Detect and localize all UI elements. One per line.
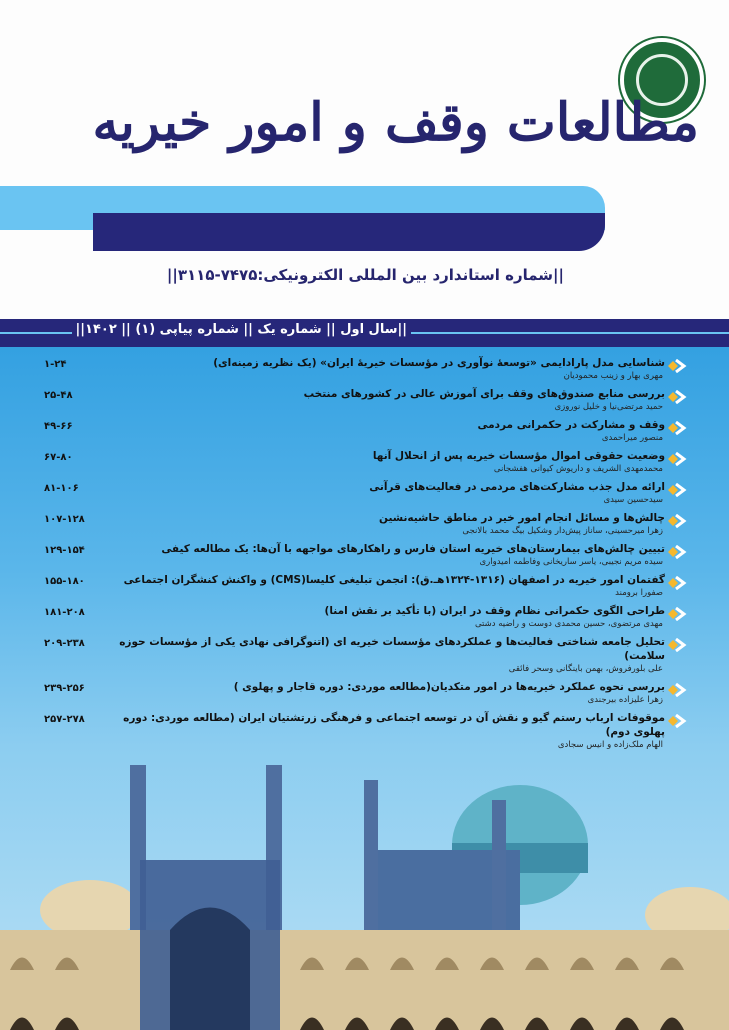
article-authors: سیدحسین سیدی: [603, 495, 663, 505]
article-pages: ۲۰۹-۲۳۸: [44, 638, 85, 649]
article-authors: سیده مریم نجیبی، یاسر ساریخانی وفاطمه امیدواری: [479, 557, 663, 567]
navy-band: [93, 213, 605, 251]
table-of-contents: [0, 356, 729, 756]
toc-entry: [0, 542, 729, 573]
article-title: گفتمان امور خیریه در اصفهان (۱۳۱۶-۱۳۲۴هـ.ق): انجمن تبلیغی کلیسا(CMS) و واکنش کنشگران اجتماعی: [123, 574, 665, 586]
article-authors: علی بلورفروش، بهمن باینگانی وسحر فائقی: [508, 664, 663, 674]
bullet-icon: [667, 638, 687, 652]
article-title: بررسی منابع صندوق‌های وقف برای آموزش عالی در کشورهای منتخب: [303, 388, 665, 400]
toc-entry: [0, 680, 729, 711]
article-title: موقوفات ارباب رستم گیو و نقش آن در توسعه اجتماعی و فرهنگی زرتشتیان ایران (مطالعه موردی: دوره پهلوی دوم): [123, 712, 665, 738]
bullet-icon: [667, 359, 687, 373]
bullet-icon: [667, 683, 687, 697]
bullet-icon: [667, 452, 687, 466]
toc-entry: [0, 449, 729, 480]
article-title: وقف و مشارکت در حکمرانی مردمی: [477, 419, 665, 431]
bullet-icon: [667, 514, 687, 528]
article-authors: منصور میراحمدی: [601, 433, 663, 443]
article-authors: زهرا علیزاده بیرجندی: [587, 695, 663, 705]
article-authors: مهری بهار و زینب محمودیان: [563, 371, 663, 381]
toc-entry: [0, 387, 729, 418]
issn-line: ||شماره استاندارد بین المللی الکترونیکی:۷۴۷۵-۳۱۱۵||: [166, 266, 564, 284]
bullet-icon: [667, 421, 687, 435]
article-pages: ۱-۲۴: [44, 359, 67, 370]
article-title: بررسی نحوه عملکرد خیریه‌ها در امور متکدیان(مطالعه موردی: دوره قاجار و پهلوی ): [233, 681, 665, 693]
bullet-icon: [667, 714, 687, 728]
article-authors: زهرا میرحسینی، ساناز پیش‌دار وشکیل بیگ محمد بالانجی: [462, 526, 663, 536]
toc-entry: [0, 711, 729, 756]
article-authors: حمید مرتضی‌نیا و خلیل نوروزی: [554, 402, 663, 412]
toc-entry: [0, 418, 729, 449]
toc-entry: [0, 511, 729, 542]
article-pages: ۱۲۹-۱۵۴: [44, 545, 85, 556]
article-title: وضعیت حقوقی اموال مؤسسات خیریه پس از انحلال آنها: [372, 450, 665, 462]
article-title: چالش‌ها و مسائل انجام امور خیر در مناطق حاشیه‌نشین: [379, 512, 665, 524]
toc-entry: [0, 480, 729, 511]
article-pages: ۱۵۵-۱۸۰: [44, 576, 85, 587]
article-pages: ۱۰۷-۱۲۸: [44, 514, 85, 525]
bullet-icon: [667, 545, 687, 559]
article-authors: الهام ملک‌زاده و انیس سجادی: [557, 740, 663, 750]
toc-entry: [0, 573, 729, 604]
article-title: ارائه مدل جذب مشارکت‌های مردمی در فعالیت‌های قرآنی: [369, 481, 665, 493]
issue-info: ||سال اول || شماره یک || شماره پیاپی (۱) || ۱۴۰۲||: [72, 322, 411, 337]
article-pages: ۴۹-۶۶: [44, 421, 73, 432]
bullet-icon: [667, 607, 687, 621]
bullet-icon: [667, 390, 687, 404]
article-authors: محمدمهدی الشریف و داریوش کیوانی هفشجانی: [493, 464, 663, 474]
article-pages: ۲۵-۴۸: [44, 390, 73, 401]
issue-bar: [0, 319, 729, 347]
article-pages: ۶۷-۸۰: [44, 452, 73, 463]
journal-title: مطالعات وقف و امور خیریه: [92, 92, 699, 153]
article-pages: ۲۳۹-۲۵۶: [44, 683, 85, 694]
article-pages: ۲۵۷-۲۷۸: [44, 714, 85, 725]
article-title: تحلیل جامعه شناختی فعالیت‌ها و عملکردهای مؤسسات خیریه ای (اتنوگرافی نهادی یکی از مؤسسات حوزه سلامت): [119, 636, 665, 662]
article-authors: صفورا برومند: [615, 588, 663, 598]
toc-entry: [0, 356, 729, 387]
bullet-icon: [667, 483, 687, 497]
article-title: تبیین چالش‌های بیمارستان‌های خیریه استان فارس و راهکارهای مواجهه با آن‌ها: یک مطالعه کیفی: [161, 543, 665, 555]
article-pages: ۸۱-۱۰۶: [44, 483, 79, 494]
article-title: شناسایی مدل پارادایمی «توسعهٔ نوآوری در مؤسسات خیریهٔ ایران» (یک نظریه زمینه‌ای): [213, 357, 665, 369]
article-authors: مهدی مرتضوی، حسین محمدی دوست و راضیه دشتی: [474, 619, 663, 629]
mosque-illustration: [0, 755, 729, 1030]
toc-entry: [0, 635, 729, 680]
bullet-icon: [667, 576, 687, 590]
article-pages: ۱۸۱-۲۰۸: [44, 607, 85, 618]
toc-entry: [0, 604, 729, 635]
article-title: طراحی الگوی حکمرانی نظام وقف در ایران (با تأکید بر نقش امنا): [324, 605, 665, 617]
